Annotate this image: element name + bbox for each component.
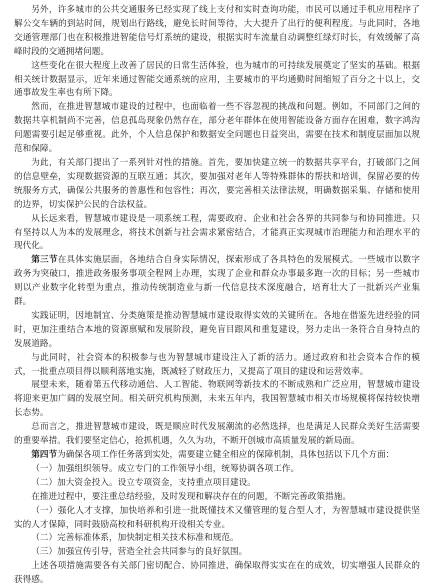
paragraph-text: （二）完善标准体系，加快制定相关技术标准和规范。 [31,533,239,544]
paragraph-text: 另外，许多城市的公共交通服务已经实现了线上支付和实时查询功能，市民可以通过手机应用程序了解公交车辆的到站时间，规划出行路线，避免长时间等待，大大提升了出行的便利程度。与此同时，各地交通管理部门也在积极推进智能信号灯系统的建设，根据实时车流量自动调整红绿灯时长，有效缓解了高峰时段的交通拥堵问题。 [14,5,420,57]
paragraph-text: 从长远来看，智慧城市建设是一项系统工程，需要政府、企业和社会各界的共同参与和协同推进。只有坚持以人为本的发展理念，将技术创新与社会需求紧密结合，才能真正实现城市治理能力和治理水平的现代化。 [14,213,420,252]
paragraph-text: 上述各项措施需要各有关部门密切配合、协同推进，确保取得实实在在的成效，切实增强人民群众的获得感。 [14,561,420,586]
paragraph [14,379,420,421]
paragraph-text: 总而言之，推进智慧城市建设，既是顺应时代发展潮流的必然选择，也是满足人民群众美好生活需要的重要举措。我们要坚定信心，抢抓机遇，久久为功，不断开创城市高质量发展的新局面。 [14,422,420,447]
paragraph [14,60,420,102]
paragraph-text: 与此同时，社会资本的积极参与也为智慧城市建设注入了新的活力。通过政府和社会资本合作的模式，一批重点项目得以顺利落地实施，既减轻了财政压力，又提高了项目的建设和运营效率。 [14,352,420,377]
paragraph-text: 为此，有关部门提出了一系列针对性的措施。首先，要加快建立统一的数据共享平台，打破部门之间的信息壁垒，实现数据资源的互联互通；其次，要加强对老年人等特殊群体的帮扶和培训，保留必要的传统服务方式，确保公共服务的普惠性和包容性；再次，要完善相关法律法规，明确数据采集、存储和使用的边界，切实保护公民的合法权益。 [14,157,420,210]
paragraph-text: （三）加强宣传引导，营造全社会共同参与的良好氛围。 [31,547,248,558]
paragraph-text: 实践证明，因地制宜、分类施策是推动智慧城市建设取得实效的关键所在。各地在借鉴先进经验的同时，更加注重结合本地的资源禀赋和发展阶段，避免盲目跟风和重复建设，努力走出一条符合自身特点的发展道路。 [14,310,420,349]
list-item [14,546,420,560]
paragraph [14,4,420,60]
paragraph [14,101,420,157]
list-item [14,477,420,491]
paragraph-text: （一）强化人才支撑，加快培养和引进一批既懂技术又懂管理的复合型人才，为智慧城市建设提供坚实的人才保障，同时鼓励高校和科研机构开设相关专业。 [14,505,420,530]
section-lead: 第四节 [31,450,58,460]
list-item [14,505,420,533]
paragraph [14,157,420,213]
paragraph [14,449,420,463]
section-lead: 第三节 [31,255,58,266]
list-item [14,463,420,477]
paragraph-text: 这些变化在很大程度上改善了居民的日常生活体验，也为城市的可持续发展奠定了坚实的基础。根据相关统计数据显示，近年来通过智能交通系统的应用，主要城市的平均通勤时间缩短了百分之十以上，交通事故发生率也有所下降。 [14,60,420,99]
document-body [14,4,420,588]
paragraph-text: 为确保各项工作任务落到实处，需要建立健全相应的保障机制，具体包括以下几个方面： [57,450,395,460]
paragraph [14,560,420,588]
paragraph-text: 然而，在推进智慧城市建设的过程中，也面临着一些不容忽视的挑战和问题。例如，不同部门之间的数据共享机制尚不完善，信息孤岛现象仍然存在，部分老年群体在使用智能设备方面存在困难，数字鸿沟问题需要引起足够重视。此外，个人信息保护和数据安全问题也日益突出，需要在技术和制度层面加以规范和保障。 [14,102,420,155]
paragraph-text: （二）加大资金投入。设立专项资金，支持重点项目建设。 [31,477,256,488]
paragraph [14,491,420,505]
list-item [14,532,420,546]
paragraph [14,421,420,449]
paragraph [14,352,420,380]
paragraph [14,310,420,352]
paragraph-text: 在推进过程中，要注重总结经验，及时发现和解决存在的问题，不断完善政策措施。 [31,491,352,502]
paragraph [14,213,420,255]
paragraph-text: （一）加强组织领导。成立专门的工作领导小组，统筹协调各项工作。 [31,463,300,474]
paragraph-text: 展望未来，随着第五代移动通信、人工智能、物联网等新技术的不断成熟和广泛应用，智慧城市建设将迎来更加广阔的发展空间。相关研究机构预测，未来五年内，我国智慧城市相关市场规模将保持较快增长态势。 [14,380,420,419]
paragraph-text: 在具体实施层面，各地结合自身实际情况，探索形成了各具特色的发展模式。一些城市以数字政务为突破口，推进政务服务事项全程网上办理，实现了企业和群众办事最多跑一次的目标；另一些城市则以产业数字化转型为重点，推动传统制造业与新一代信息技术深度融合，培育壮大了一批新兴产业集群。 [14,255,420,308]
paragraph [14,254,420,310]
